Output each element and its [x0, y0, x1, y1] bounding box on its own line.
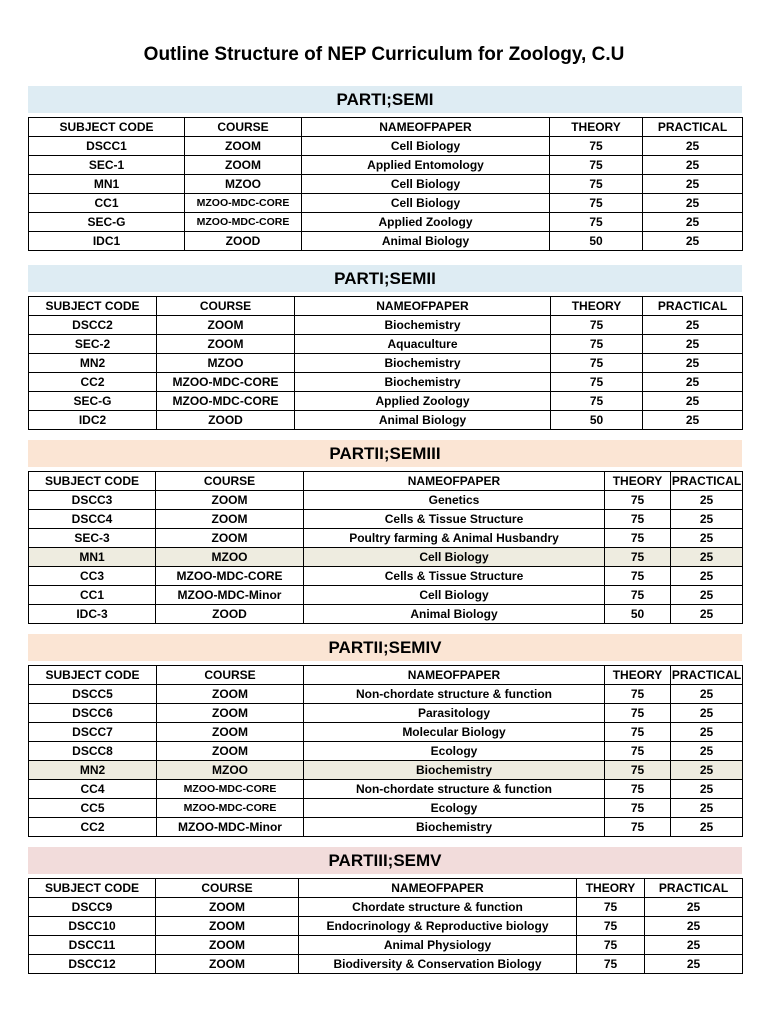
header-name-of-paper: NAMEOFPAPER: [302, 118, 550, 137]
section-heading: PARTII;SEMIV: [28, 634, 742, 661]
paper-name: Biochemistry: [304, 761, 605, 780]
course: MZOO-MDC-CORE: [156, 567, 304, 586]
practical-marks: 25: [645, 898, 743, 917]
table-header-row: [29, 472, 743, 491]
paper-name: Poultry farming & Animal Husbandry: [304, 529, 605, 548]
table-row: [29, 567, 743, 586]
table-row: [29, 780, 743, 799]
table-row: [29, 354, 743, 373]
course: ZOOM: [156, 898, 299, 917]
paper-name: Animal Biology: [304, 605, 605, 624]
subject-code: CC5: [29, 799, 157, 818]
practical-marks: 25: [645, 917, 743, 936]
header-course: COURSE: [157, 666, 304, 685]
course: MZOO: [156, 548, 304, 567]
course: MZOO-MDC-CORE: [157, 799, 304, 818]
practical-marks: 25: [643, 194, 743, 213]
theory-marks: 75: [605, 799, 671, 818]
subject-code: CC3: [29, 567, 156, 586]
course: ZOOM: [157, 316, 295, 335]
paper-name: Ecology: [304, 799, 605, 818]
paper-name: Cell Biology: [302, 175, 550, 194]
subject-code: MN2: [29, 761, 157, 780]
theory-marks: 75: [551, 354, 643, 373]
subject-code: DSCC1: [29, 137, 185, 156]
practical-marks: 25: [671, 723, 743, 742]
subject-code: CC4: [29, 780, 157, 799]
section-heading: PARTI;SEMI: [28, 86, 742, 113]
table-row: [29, 510, 743, 529]
paper-name: Cell Biology: [302, 194, 550, 213]
paper-name: Biochemistry: [295, 354, 551, 373]
practical-marks: 25: [671, 567, 743, 586]
paper-name: Biodiversity & Conservation Biology: [299, 955, 577, 974]
course: ZOOM: [157, 685, 304, 704]
header-practical: PRACTICAL: [671, 666, 743, 685]
curriculum-table: [28, 296, 743, 430]
header-subject-code: SUBJECT CODE: [29, 879, 156, 898]
header-subject-code: SUBJECT CODE: [29, 472, 156, 491]
table-row: [29, 491, 743, 510]
header-practical: PRACTICAL: [643, 297, 743, 316]
subject-code: CC2: [29, 818, 157, 837]
course: MZOO-MDC-CORE: [157, 392, 295, 411]
section-heading: PARTI;SEMII: [28, 265, 742, 292]
theory-marks: 75: [550, 137, 643, 156]
curriculum-table: [28, 471, 743, 624]
theory-marks: 75: [605, 704, 671, 723]
header-name-of-paper: NAMEOFPAPER: [304, 472, 605, 491]
paper-name: Parasitology: [304, 704, 605, 723]
subject-code: DSCC7: [29, 723, 157, 742]
course: ZOOM: [156, 936, 299, 955]
course: ZOOM: [157, 704, 304, 723]
subject-code: SEC-G: [29, 392, 157, 411]
header-subject-code: SUBJECT CODE: [29, 666, 157, 685]
table-row: [29, 955, 743, 974]
paper-name: Cell Biology: [304, 586, 605, 605]
course: MZOO: [185, 175, 302, 194]
table-row: [29, 213, 743, 232]
table-header-row: [29, 666, 743, 685]
subject-code: DSCC12: [29, 955, 156, 974]
practical-marks: 25: [643, 156, 743, 175]
paper-name: Animal Physiology: [299, 936, 577, 955]
section-part1-sem2: [28, 265, 742, 430]
paper-name: Applied Zoology: [302, 213, 550, 232]
theory-marks: 75: [605, 586, 671, 605]
practical-marks: 25: [671, 548, 743, 567]
paper-name: Cells & Tissue Structure: [304, 567, 605, 586]
theory-marks: 75: [577, 898, 645, 917]
subject-code: DSCC4: [29, 510, 156, 529]
subject-code: DSCC10: [29, 917, 156, 936]
course: ZOOM: [185, 156, 302, 175]
paper-name: Aquaculture: [295, 335, 551, 354]
paper-name: Cells & Tissue Structure: [304, 510, 605, 529]
table-row: [29, 685, 743, 704]
subject-code: DSCC11: [29, 936, 156, 955]
section-heading: PARTII;SEMIII: [28, 440, 742, 467]
practical-marks: 25: [643, 213, 743, 232]
paper-name: Ecology: [304, 742, 605, 761]
paper-name: Animal Biology: [302, 232, 550, 251]
paper-name: Genetics: [304, 491, 605, 510]
header-practical: PRACTICAL: [645, 879, 743, 898]
course: MZOO-MDC-Minor: [156, 586, 304, 605]
theory-marks: 75: [605, 685, 671, 704]
header-course: COURSE: [157, 297, 295, 316]
table-row: [29, 335, 743, 354]
theory-marks: 75: [605, 761, 671, 780]
practical-marks: 25: [671, 491, 743, 510]
subject-code: DSCC5: [29, 685, 157, 704]
subject-code: CC2: [29, 373, 157, 392]
header-theory: THEORY: [550, 118, 643, 137]
header-course: COURSE: [156, 879, 299, 898]
practical-marks: 25: [671, 529, 743, 548]
table-row: [29, 175, 743, 194]
practical-marks: 25: [645, 955, 743, 974]
paper-name: Biochemistry: [295, 316, 551, 335]
paper-name: Applied Zoology: [295, 392, 551, 411]
subject-code: SEC-1: [29, 156, 185, 175]
header-theory: THEORY: [551, 297, 643, 316]
course: ZOOM: [156, 510, 304, 529]
practical-marks: 25: [671, 818, 743, 837]
curriculum-table: [28, 117, 743, 251]
header-subject-code: SUBJECT CODE: [29, 118, 185, 137]
header-theory: THEORY: [605, 666, 671, 685]
paper-name: Cell Biology: [302, 137, 550, 156]
paper-name: Endocrinology & Reproductive biology: [299, 917, 577, 936]
table-row: [29, 137, 743, 156]
subject-code: DSCC3: [29, 491, 156, 510]
course: ZOOM: [156, 955, 299, 974]
paper-name: Non-chordate structure & function: [304, 780, 605, 799]
practical-marks: 25: [643, 175, 743, 194]
practical-marks: 25: [643, 411, 743, 430]
table-header-row: [29, 297, 743, 316]
subject-code: IDC2: [29, 411, 157, 430]
practical-marks: 25: [671, 742, 743, 761]
theory-marks: 75: [550, 194, 643, 213]
theory-marks: 75: [577, 955, 645, 974]
theory-marks: 75: [605, 529, 671, 548]
practical-marks: 25: [671, 685, 743, 704]
theory-marks: 50: [550, 232, 643, 251]
table-row: [29, 373, 743, 392]
theory-marks: 75: [551, 392, 643, 411]
theory-marks: 75: [605, 510, 671, 529]
theory-marks: 75: [550, 175, 643, 194]
course: ZOOM: [157, 723, 304, 742]
course: MZOO-MDC-Minor: [157, 818, 304, 837]
table-row: [29, 898, 743, 917]
header-name-of-paper: NAMEOFPAPER: [304, 666, 605, 685]
header-name-of-paper: NAMEOFPAPER: [295, 297, 551, 316]
subject-code: CC1: [29, 586, 156, 605]
practical-marks: 25: [643, 373, 743, 392]
paper-name: Molecular Biology: [304, 723, 605, 742]
theory-marks: 75: [550, 156, 643, 175]
header-practical: PRACTICAL: [671, 472, 743, 491]
table-row: [29, 548, 743, 567]
section-part1-sem1: [28, 86, 742, 251]
section-part2-sem3: [28, 440, 742, 624]
theory-marks: 75: [605, 491, 671, 510]
practical-marks: 25: [671, 761, 743, 780]
practical-marks: 25: [645, 936, 743, 955]
theory-marks: 75: [605, 548, 671, 567]
document-title: Outline Structure of NEP Curriculum for Zoology, C.U: [143, 44, 625, 65]
table-row: [29, 316, 743, 335]
practical-marks: 25: [643, 316, 743, 335]
practical-marks: 25: [671, 704, 743, 723]
table-row: [29, 605, 743, 624]
table-row: [29, 799, 743, 818]
table-row: [29, 723, 743, 742]
course: ZOOM: [156, 491, 304, 510]
theory-marks: 75: [605, 780, 671, 799]
subject-code: SEC-2: [29, 335, 157, 354]
course: MZOO-MDC-CORE: [185, 194, 302, 213]
paper-name: Biochemistry: [304, 818, 605, 837]
theory-marks: 75: [605, 723, 671, 742]
practical-marks: 25: [671, 605, 743, 624]
course: ZOOM: [156, 917, 299, 936]
practical-marks: 25: [643, 232, 743, 251]
paper-name: Biochemistry: [295, 373, 551, 392]
subject-code: CC1: [29, 194, 185, 213]
theory-marks: 75: [577, 936, 645, 955]
theory-marks: 75: [577, 917, 645, 936]
header-practical: PRACTICAL: [643, 118, 743, 137]
practical-marks: 25: [643, 335, 743, 354]
header-theory: THEORY: [605, 472, 671, 491]
practical-marks: 25: [671, 510, 743, 529]
table-row: [29, 586, 743, 605]
paper-name: Non-chordate structure & function: [304, 685, 605, 704]
theory-marks: 75: [551, 373, 643, 392]
theory-marks: 75: [550, 213, 643, 232]
subject-code: MN2: [29, 354, 157, 373]
practical-marks: 25: [671, 799, 743, 818]
paper-name: Animal Biology: [295, 411, 551, 430]
subject-code: IDC-3: [29, 605, 156, 624]
course: ZOOD: [185, 232, 302, 251]
table-row: [29, 392, 743, 411]
table-row: [29, 936, 743, 955]
section-part3-sem5: [28, 847, 742, 974]
practical-marks: 25: [643, 392, 743, 411]
subject-code: IDC1: [29, 232, 185, 251]
table-header-row: [29, 118, 743, 137]
table-row: [29, 194, 743, 213]
header-subject-code: SUBJECT CODE: [29, 297, 157, 316]
section-part2-sem4: [28, 634, 742, 837]
subject-code: MN1: [29, 175, 185, 194]
theory-marks: 50: [551, 411, 643, 430]
table-row: [29, 411, 743, 430]
course: ZOOD: [156, 605, 304, 624]
course: MZOO-MDC-CORE: [157, 780, 304, 799]
curriculum-table: [28, 665, 743, 837]
theory-marks: 75: [551, 316, 643, 335]
curriculum-table: [28, 878, 743, 974]
header-course: COURSE: [156, 472, 304, 491]
subject-code: DSCC6: [29, 704, 157, 723]
course: ZOOD: [157, 411, 295, 430]
theory-marks: 75: [605, 818, 671, 837]
course: MZOO-MDC-CORE: [185, 213, 302, 232]
header-theory: THEORY: [577, 879, 645, 898]
course: ZOOM: [157, 335, 295, 354]
subject-code: DSCC9: [29, 898, 156, 917]
course: ZOOM: [157, 742, 304, 761]
course: ZOOM: [185, 137, 302, 156]
course: MZOO: [157, 354, 295, 373]
theory-marks: 75: [605, 567, 671, 586]
practical-marks: 25: [643, 354, 743, 373]
table-row: [29, 818, 743, 837]
practical-marks: 25: [671, 586, 743, 605]
subject-code: SEC-3: [29, 529, 156, 548]
subject-code: DSCC8: [29, 742, 157, 761]
subject-code: SEC-G: [29, 213, 185, 232]
table-row: [29, 742, 743, 761]
table-row: [29, 232, 743, 251]
theory-marks: 50: [605, 605, 671, 624]
paper-name: Applied Entomology: [302, 156, 550, 175]
table-row: [29, 529, 743, 548]
paper-name: Chordate structure & function: [299, 898, 577, 917]
table-row: [29, 761, 743, 780]
table-header-row: [29, 879, 743, 898]
table-row: [29, 704, 743, 723]
subject-code: DSCC2: [29, 316, 157, 335]
paper-name: Cell Biology: [304, 548, 605, 567]
theory-marks: 75: [551, 335, 643, 354]
header-course: COURSE: [185, 118, 302, 137]
course: MZOO-MDC-CORE: [157, 373, 295, 392]
section-heading: PARTIII;SEMV: [28, 847, 742, 874]
table-row: [29, 917, 743, 936]
subject-code: MN1: [29, 548, 156, 567]
practical-marks: 25: [643, 137, 743, 156]
theory-marks: 75: [605, 742, 671, 761]
course: MZOO: [157, 761, 304, 780]
header-name-of-paper: NAMEOFPAPER: [299, 879, 577, 898]
practical-marks: 25: [671, 780, 743, 799]
course: ZOOM: [156, 529, 304, 548]
table-row: [29, 156, 743, 175]
